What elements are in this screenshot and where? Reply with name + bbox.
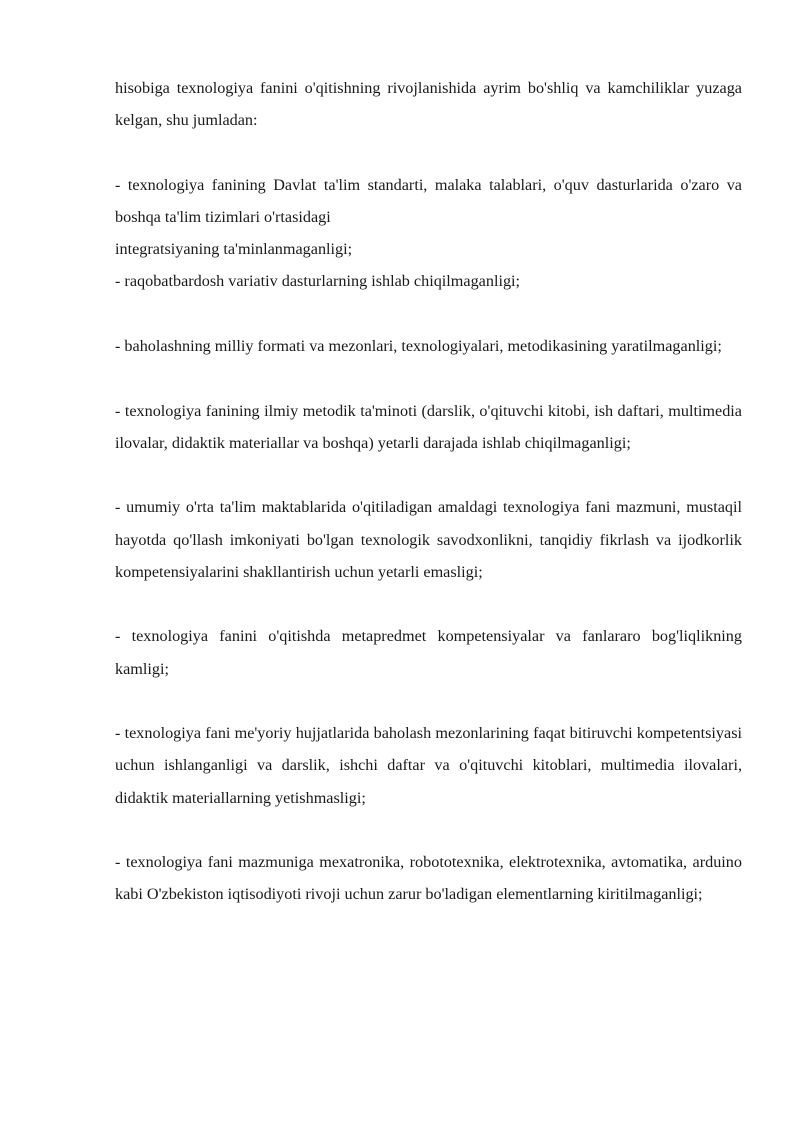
paragraph-intro: hisobiga texnologiya fanini o'qitishning rivojlanishida ayrim bo'shliq va kamchiliklar yuzaga kelgan, shu jumladan: <box>115 79 742 130</box>
list-item-normative-documents: - texnologiya fani me'yoriy hujjatlarida baholash mezonlarining faqat bitiruvchi kompetentsiyasi uchun ishlanganligi va darslik, ishchi daftar va o'qituvchi kitoblari, multimedia ilovalari, didaktik materiallarning yetishmasligi; <box>115 724 742 807</box>
list-item-methodical-support: - texnologiya fanining ilmiy metodik ta'minoti (darslik, o'qituvchi kitobi, ish daftari, multimedia ilovalar, didaktik materiallar va boshqa) yetarli darajada ishlab chiqilmaganligi; <box>115 401 742 452</box>
list-item-variative-programs: - raqobatbardosh variativ dasturlarning ishlab chiqilmaganligi; <box>115 272 521 291</box>
list-item-standards: - texnologiya fanining Davlat ta'lim standarti, malaka talablari, o'quv dasturlarida o'zaro va boshqa ta'lim tizimlari o'rtasidagi <box>115 175 742 226</box>
list-item-assessment-format: - baholashning milliy formati va mezonlari, texnologiyalari, metodikasining yaratilmaganligi; <box>115 337 722 355</box>
list-item-content-insufficiency: - umumiy o'rta ta'lim maktablarida o'qitiladigan amaldagi texnologiya fani mazmuni, mustaqil hayotda qo'llash imkoniyati bo'lgan texnologik savodxonlikni, tanqidiy fikrlash va ijodkorlik kompetensiyalarini shakllantirish uchun yetarli emasligi; <box>115 498 742 581</box>
list-item-standards-continuation: integratsiyaning ta'minlanmaganligi; <box>115 240 353 259</box>
document-body <box>115 72 742 911</box>
list-item-metasubject: - texnologiya fanini o'qitishda metapredmet kompetensiyalar va fanlararo bog'liqlikning kamligi; <box>115 627 742 678</box>
list-item-mechatronics: - texnologiya fani mazmuniga mexatronika, robototexnika, elektrotexnika, avtomatika, arduino kabi O'zbekiston iqtisodiyoti rivoji uchun zarur bo'ladigan elementlarning kiritilmaganligi; <box>115 853 742 904</box>
